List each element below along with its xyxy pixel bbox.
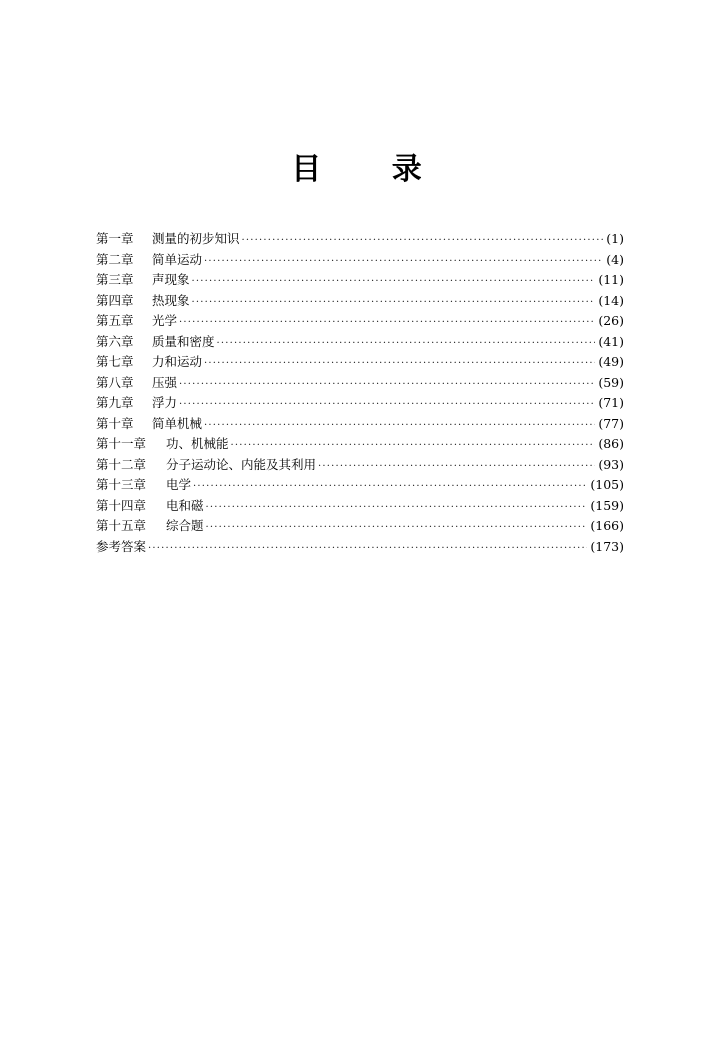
toc-chapter-title: 质量和密度 <box>152 333 215 349</box>
toc-page-number: (59) <box>598 374 624 390</box>
toc-dot-leader <box>206 518 588 539</box>
toc-dot-leader <box>242 231 604 252</box>
toc-entry[interactable] <box>96 414 624 435</box>
toc-chapter-title: 综合题 <box>166 518 204 533</box>
toc-chapter-title: 电和磁 <box>166 497 204 513</box>
toc-entry[interactable] <box>96 496 624 517</box>
toc-chapter-number: 第八章 <box>96 374 134 390</box>
toc-page-number: (41) <box>598 333 624 349</box>
toc-entry[interactable] <box>96 455 624 476</box>
toc-chapter-number: 第七章 <box>96 354 134 369</box>
toc-page-number: (71) <box>598 395 624 410</box>
toc-dot-leader <box>231 436 596 457</box>
toc-chapter-number: 第十五章 <box>96 518 147 533</box>
toc-chapter-title: 热现象 <box>152 292 190 308</box>
toc-entry[interactable] <box>96 291 624 312</box>
toc-dot-leader <box>206 498 588 519</box>
toc-dot-leader <box>179 375 595 396</box>
toc-page-number: (1) <box>606 231 624 246</box>
toc-page-number: (166) <box>590 518 624 533</box>
toc-chapter-number: 第十三章 <box>96 477 147 492</box>
toc-chapter-title: 电学 <box>166 477 192 492</box>
toc-entry[interactable] <box>96 311 624 332</box>
toc-entry[interactable] <box>96 332 624 353</box>
toc-entry[interactable] <box>96 373 624 394</box>
toc-dot-leader <box>148 539 587 560</box>
toc-chapter-title: 声现象 <box>152 272 190 287</box>
toc-chapter-title: 简单运动 <box>152 251 203 267</box>
toc-chapter-number: 第十四章 <box>96 497 147 513</box>
toc-entry[interactable] <box>96 393 624 414</box>
table-of-contents <box>96 229 624 557</box>
toc-dot-leader <box>179 313 595 334</box>
toc-page-number: (173) <box>590 538 624 554</box>
toc-entry[interactable] <box>96 434 624 455</box>
toc-chapter-number: 第二章 <box>96 251 134 267</box>
toc-dot-leader <box>318 457 595 478</box>
toc-entry[interactable] <box>96 229 624 250</box>
toc-chapter-title: 力和运动 <box>152 354 203 369</box>
toc-chapter-number: 第五章 <box>96 313 134 328</box>
toc-page-number: (14) <box>598 292 624 308</box>
toc-entry[interactable] <box>96 352 624 373</box>
toc-chapter-number: 第九章 <box>96 395 134 410</box>
toc-chapter-number: 第十一章 <box>96 436 147 451</box>
toc-chapter-number: 第四章 <box>96 292 134 308</box>
toc-dot-leader <box>192 293 596 314</box>
toc-page-number: (159) <box>590 497 624 513</box>
toc-page-number: (105) <box>590 477 624 492</box>
toc-chapter-title: 压强 <box>152 374 178 390</box>
toc-page-number: (77) <box>598 415 624 431</box>
toc-dot-leader <box>217 334 596 355</box>
toc-chapter-number: 第十二章 <box>96 456 147 472</box>
toc-page-number: (4) <box>606 251 624 267</box>
toc-chapter-title: 浮力 <box>152 395 178 410</box>
toc-entry[interactable] <box>96 537 624 558</box>
toc-chapter-title: 测量的初步知识 <box>152 231 240 246</box>
toc-dot-leader <box>204 416 595 437</box>
toc-dot-leader <box>204 252 603 273</box>
toc-dot-leader <box>193 477 587 498</box>
toc-dot-leader <box>179 395 595 416</box>
toc-entry[interactable] <box>96 270 624 291</box>
toc-chapter-title: 功、机械能 <box>166 436 229 451</box>
toc-page-number: (49) <box>598 354 624 369</box>
toc-chapter-number: 第一章 <box>96 231 134 246</box>
toc-chapter-title: 光学 <box>152 313 178 328</box>
toc-chapter-title: 分子运动论、内能及其利用 <box>166 456 317 472</box>
toc-page-number: (11) <box>598 272 624 287</box>
toc-chapter-number: 第三章 <box>96 272 134 287</box>
toc-entry[interactable] <box>96 250 624 271</box>
toc-dot-leader <box>192 272 596 293</box>
toc-dot-leader <box>204 354 595 375</box>
toc-chapter-title: 参考答案 <box>96 538 147 554</box>
toc-entry[interactable] <box>96 475 624 496</box>
toc-chapter-number: 第六章 <box>96 333 134 349</box>
page-title: 目 录 <box>291 152 452 187</box>
toc-entry[interactable] <box>96 516 624 537</box>
toc-page-number: (93) <box>598 456 624 472</box>
toc-page-number: (86) <box>598 436 624 451</box>
toc-chapter-number: 第十章 <box>96 415 134 431</box>
toc-page-number: (26) <box>598 313 624 328</box>
toc-chapter-title: 简单机械 <box>152 415 203 431</box>
